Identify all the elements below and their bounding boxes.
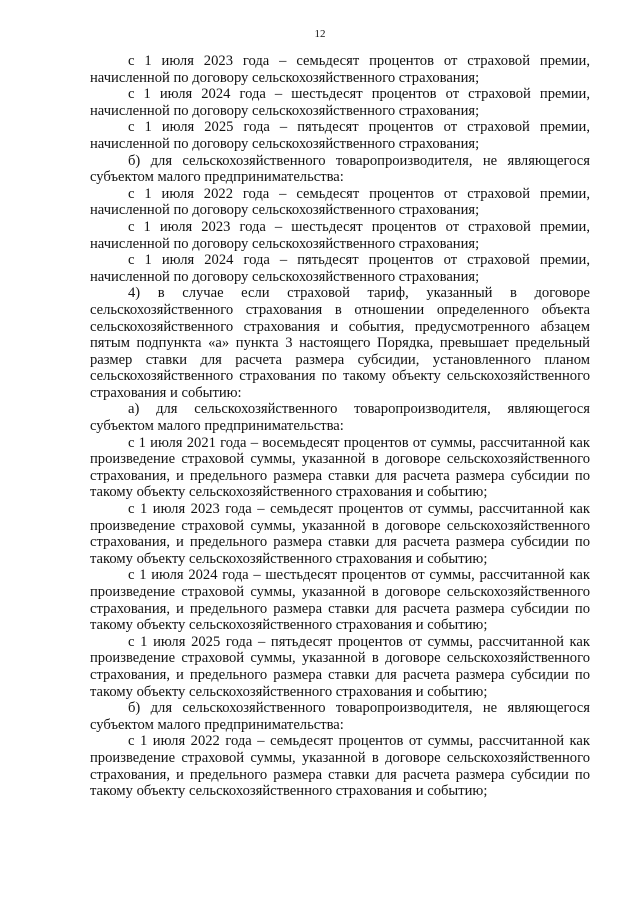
paragraph: с 1 июля 2022 года – семьдесят процентов от суммы, рассчитанной как произведение страховой суммы, указанной в договоре сельскохозяйственного страхования, и предельного размера ставки для расчета размера субсидии по такому объекту сельскохозяйственного страхования и событию; [90,733,590,800]
paragraph: б) для сельскохозяйственного товаропроизводителя, не являющегося субъектом малого предпринимательства: [90,700,590,733]
paragraph: б) для сельскохозяйственного товаропроизводителя, не являющегося субъектом малого предпринимательства: [90,152,590,186]
paragraph: с 1 июля 2023 года – шестьдесят процентов от страховой премии, начисленной по договору сельскохозяйственного страхования; [90,218,590,252]
paragraph: с 1 июля 2023 года – семьдесят процентов от суммы, рассчитанной как произведение страховой суммы, указанной в договоре сельскохозяйственного страхования, и предельного размера ставки для расчета размера субсидии по такому объекту сельскохозяйственного страхования и событию; [90,501,590,567]
paragraph: с 1 июля 2025 года – пятьдесят процентов от страховой премии, начисленной по договору сельскохозяйственного страхования; [90,119,590,152]
document-body [90,53,590,800]
paragraph: с 1 июля 2022 года – семьдесят процентов от страховой премии, начисленной по договору сельскохозяйственного страхования; [90,185,590,219]
page-number: 12 [314,28,326,40]
paragraph: 4) в случае если страховой тариф, указанный в договоре сельскохозяйственного страхования в отношении определенного объекта сельскохозяйственного страхования и события, предусмотренного абзацем пятым подпункта «а» пункта 3 настоящего Порядка, превышает предельный размер ставки для расчета размера субсидии, установленного планом сельскохозяйственного страхования по такому объекту сельскохозяйственного страхования и событию: [90,285,590,401]
paragraph: с 1 июля 2024 года – шестьдесят процентов от страховой премии, начисленной по договору сельскохозяйственного страхования; [90,86,590,119]
paragraph: с 1 июля 2024 года – шестьдесят процентов от суммы, рассчитанной как произведение страховой суммы, указанной в договоре сельскохозяйственного страхования, и предельного размера ставки для расчета размера субсидии по такому объекту сельскохозяйственного страхования и событию; [90,567,590,634]
paragraph: с 1 июля 2021 года – восемьдесят процентов от суммы, рассчитанной как произведение страховой суммы, указанной в договоре сельскохозяйственного страхования, и предельного размера ставки для расчета размера субсидии по такому объекту сельскохозяйственного страхования и событию; [90,434,590,501]
paragraph: а) для сельскохозяйственного товаропроизводителя, являющегося субъектом малого предпринимательства: [90,401,590,435]
paragraph: с 1 июля 2023 года – семьдесят процентов от страховой премии, начисленной по договору сельскохозяйственного страхования; [90,53,590,86]
paragraph: с 1 июля 2024 года – пятьдесят процентов от страховой премии, начисленной по договору сельскохозяйственного страхования; [90,252,590,285]
paragraph: с 1 июля 2025 года – пятьдесят процентов от суммы, рассчитанной как произведение страховой суммы, указанной в договоре сельскохозяйственного страхования, и предельного размера ставки для расчета размера субсидии по такому объекту сельскохозяйственного страхования и событию; [90,633,590,700]
